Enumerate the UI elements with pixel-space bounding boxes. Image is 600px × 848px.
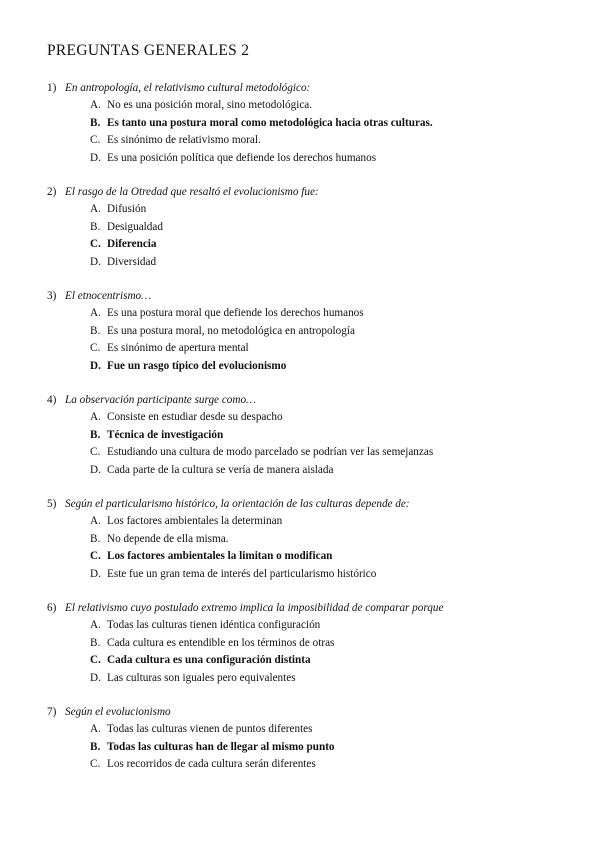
- question-number: 6): [47, 602, 57, 614]
- answer-option-correct: [90, 739, 587, 757]
- question-header: [47, 600, 587, 617]
- answer-option: [90, 409, 587, 427]
- option-text: Consiste en estudiar desde su despacho: [107, 411, 283, 423]
- question-item: [47, 600, 587, 687]
- option-letter: D.: [90, 671, 101, 684]
- question-header: [47, 704, 587, 721]
- question-number: 2): [47, 186, 57, 198]
- answer-option: [90, 566, 587, 584]
- question-text: La observación participante surge como…: [65, 394, 256, 406]
- answer-option-correct: [90, 548, 587, 566]
- answer-option: [90, 635, 587, 653]
- question-number: 7): [47, 706, 57, 718]
- option-letter: C.: [90, 134, 101, 146]
- option-text: Las culturas son iguales pero equivalentes: [107, 671, 296, 684]
- option-letter: B.: [90, 740, 101, 753]
- option-text: Desigualdad: [107, 220, 163, 233]
- answer-option: [90, 670, 587, 688]
- option-letter: D.: [90, 567, 101, 580]
- answer-option: [90, 444, 587, 462]
- answer-option: [90, 531, 587, 549]
- option-letter: B.: [90, 116, 101, 129]
- option-text: Es tanto una postura moral como metodológica hacia otras culturas.: [107, 116, 433, 129]
- option-text: No es una posición moral, sino metodológica.: [107, 99, 313, 111]
- question-text: Según el evolucionismo: [65, 706, 171, 718]
- question-text: El rasgo de la Otredad que resaltó el evolucionismo fue:: [65, 186, 319, 198]
- answer-option: [90, 323, 587, 341]
- option-text: Fue un rasgo típico del evolucionismo: [107, 359, 287, 372]
- answer-option-correct: [90, 358, 587, 376]
- answer-option: [90, 254, 587, 272]
- option-letter: A.: [90, 619, 101, 631]
- answer-option: [90, 340, 587, 358]
- answer-option: [90, 150, 587, 168]
- option-letter: D.: [90, 463, 101, 476]
- answer-option-correct: [90, 427, 587, 445]
- option-letter: A.: [90, 203, 101, 215]
- option-letter: D.: [90, 151, 101, 164]
- answer-option: [90, 305, 587, 323]
- option-letter: B.: [90, 636, 101, 649]
- option-text: Cada parte de la cultura se vería de manera aislada: [107, 463, 334, 476]
- answer-option: [90, 756, 587, 774]
- answer-option: [90, 721, 587, 739]
- option-letter: D.: [90, 359, 101, 372]
- option-letter: A.: [90, 307, 101, 319]
- option-text: Diversidad: [107, 255, 157, 268]
- question-number: 4): [47, 394, 57, 406]
- question-number: 1): [47, 82, 57, 94]
- option-letter: A.: [90, 515, 101, 527]
- option-text: Cada cultura es entendible en los términos de otras: [107, 636, 335, 649]
- option-text: Es una posición política que defiende los derechos humanos: [107, 151, 377, 164]
- question-number: 3): [47, 290, 57, 302]
- option-text: Es sinónimo de apertura mental: [107, 342, 249, 354]
- answer-option-correct: [90, 115, 587, 133]
- option-letter: C.: [90, 342, 101, 354]
- option-letter: B.: [90, 428, 101, 441]
- option-letter: D.: [90, 255, 101, 268]
- answer-option: [90, 132, 587, 150]
- question-list: [47, 80, 587, 791]
- option-text: Es una postura moral que defiende los derechos humanos: [107, 307, 364, 319]
- option-letter: A.: [90, 411, 101, 423]
- option-text: Los recorridos de cada cultura serán diferentes: [107, 758, 316, 770]
- option-letter: C.: [90, 238, 101, 250]
- option-text: Difusión: [107, 203, 147, 215]
- answer-option: [90, 97, 587, 115]
- option-letter: B.: [90, 324, 101, 337]
- option-text: Es una postura moral, no metodológica en antropología: [107, 324, 355, 337]
- question-item: [47, 80, 587, 167]
- question-item: [47, 704, 587, 774]
- question-text: El relativismo cuyo postulado extremo implica la imposibilidad de comparar porque: [65, 602, 444, 614]
- option-letter: C.: [90, 550, 101, 562]
- option-letter: C.: [90, 446, 101, 458]
- question-item: [47, 288, 587, 375]
- option-text: No depende de ella misma.: [107, 532, 229, 545]
- question-item: [47, 496, 587, 583]
- answer-option-correct: [90, 236, 587, 254]
- option-text: Diferencia: [107, 238, 157, 250]
- option-text: Estudiando una cultura de modo parcelado se podrían ver las semejanzas: [107, 446, 434, 458]
- option-letter: C.: [90, 654, 101, 666]
- answer-option: [90, 513, 587, 531]
- option-text: Los factores ambientales la determinan: [107, 515, 283, 527]
- question-item: [47, 184, 587, 271]
- option-letter: C.: [90, 758, 101, 770]
- option-letter: B.: [90, 532, 101, 545]
- answer-option: [90, 219, 587, 237]
- option-text: Es sinónimo de relativismo moral.: [107, 134, 261, 146]
- answer-option: [90, 201, 587, 219]
- question-header: [47, 184, 587, 201]
- question-header: [47, 80, 587, 97]
- answer-option: [90, 617, 587, 635]
- option-text: Cada cultura es una configuración distinta: [107, 654, 311, 666]
- option-text: Todas las culturas tienen idéntica configuración: [107, 619, 321, 631]
- page-title: PREGUNTAS GENERALES 2: [47, 42, 250, 59]
- option-text: Técnica de investigación: [107, 428, 224, 441]
- option-text: Todas las culturas vienen de puntos diferentes: [107, 723, 313, 735]
- option-text: Los factores ambientales la limitan o modifican: [107, 550, 333, 562]
- option-letter: A.: [90, 723, 101, 735]
- option-letter: A.: [90, 99, 101, 111]
- answer-option-correct: [90, 652, 587, 670]
- question-text: El etnocentrismo…: [65, 290, 152, 302]
- question-item: [47, 392, 587, 479]
- answer-option: [90, 462, 587, 480]
- question-number: 5): [47, 498, 57, 510]
- option-text: Todas las culturas han de llegar al mismo punto: [107, 740, 335, 753]
- question-text: En antropología, el relativismo cultural metodológico:: [65, 82, 311, 94]
- question-header: [47, 392, 587, 409]
- option-letter: B.: [90, 220, 101, 233]
- question-header: [47, 496, 587, 513]
- option-text: Este fue un gran tema de interés del particularismo histórico: [107, 567, 377, 580]
- question-header: [47, 288, 587, 305]
- question-text: Según el particularismo histórico, la orientación de las culturas depende de:: [65, 498, 410, 510]
